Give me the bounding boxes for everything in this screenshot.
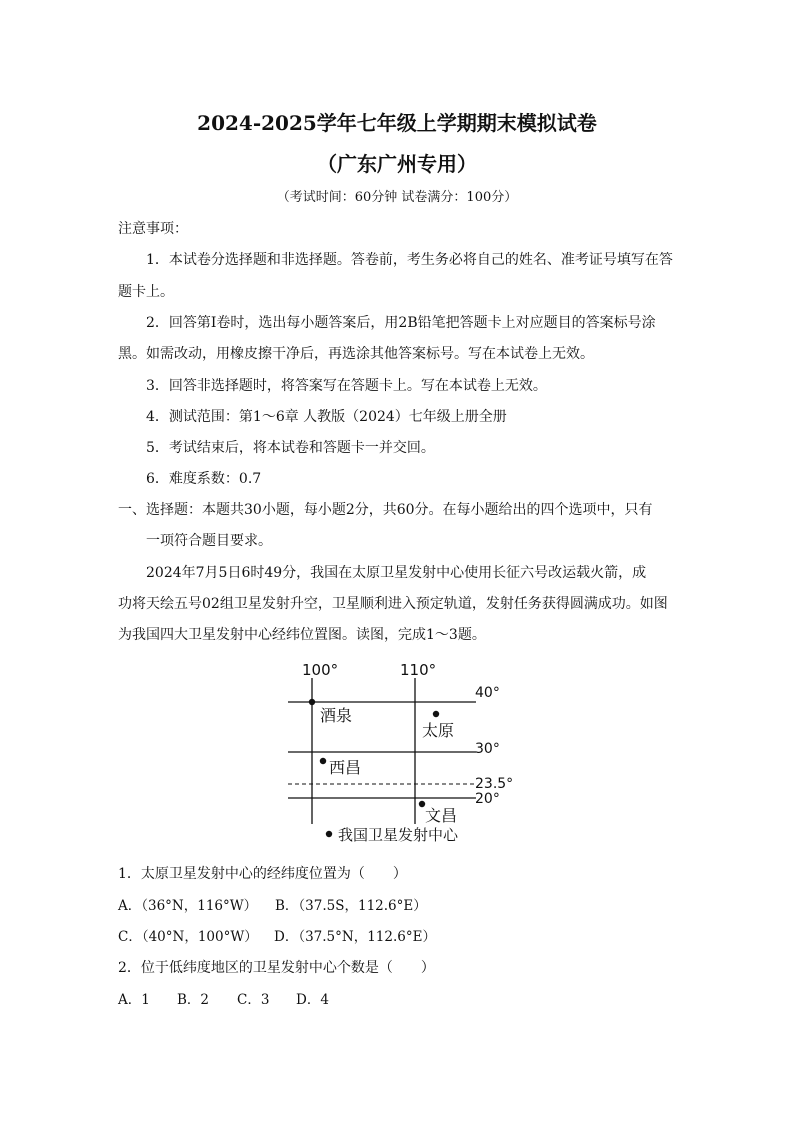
note-3: 3．回答非选择题时，将答案写在答题卡上。写在本试卷上无效。 — [146, 378, 547, 394]
note-6: 6．难度系数：0.7 — [146, 471, 262, 487]
note-2-line-1: 2．回答第Ⅰ卷时，选出每小题答案后，用2B铅笔把答题卡上对应题目的答案标号涂 — [146, 315, 656, 331]
q2-option-a[interactable]: A．1 — [118, 992, 150, 1008]
q2-option-c[interactable]: C．3 — [237, 992, 270, 1008]
section-heading-line-1: 一、选择题：本题共30小题，每小题2分，共60分。在每小题给出的四个选项中，只有 — [118, 502, 653, 518]
passage-line-3: 为我国四大卫星发射中心经纬位置图。读图，完成1～3题。 — [118, 627, 486, 643]
site-label-jiuquan: 酒泉 — [320, 706, 353, 725]
passage-line-2: 功将天绘五号02组卫星发射升空，卫星顺利进入预定轨道，发射任务获得圆满成功。如图 — [118, 596, 668, 612]
note-5: 5．考试结束后，将本试卷和答题卡一并交回。 — [146, 440, 435, 456]
note-1-line-1: 1．本试卷分选择题和非选择题。答卷前，考生务必将自己的姓名、准考证号填写在答 — [146, 252, 673, 268]
q1-option-a[interactable]: A．（36°N，116°W） — [118, 898, 258, 914]
question-1-stem: 1．太原卫星发射中心的经纬度位置为（ ） — [118, 866, 407, 882]
exam-info: （考试时间：60分钟 试卷满分：100分） — [276, 190, 518, 205]
legend-label: 我国卫星发射中心 — [338, 826, 459, 844]
lat-label-30: 30° — [475, 741, 500, 757]
q1-option-c[interactable]: C．（40°N，100°W） — [118, 929, 258, 945]
question-2-stem: 2．位于低纬度地区的卫星发射中心个数是（ ） — [118, 960, 435, 976]
note-1-line-2: 题卡上。 — [118, 284, 174, 300]
q2-option-d[interactable]: D．4 — [296, 992, 329, 1008]
legend-dot — [326, 831, 332, 837]
lat-label-20: 20° — [475, 791, 500, 807]
lat-label-40: 40° — [475, 685, 500, 701]
site-label-xichang: 西昌 — [329, 758, 362, 777]
note-2-line-2: 黑。如需改动，用橡皮擦干净后，再选涂其他答案标号。写在本试卷上无效。 — [118, 346, 594, 362]
lat-label-23-5: 23.5° — [475, 776, 514, 792]
note-4: 4．测试范围：第1～6章 人教版（2024）七年级上册全册 — [146, 409, 507, 425]
q1-option-b[interactable]: B．（37.5S，112.6°E） — [275, 898, 427, 914]
site-label-wenchang: 文昌 — [425, 806, 458, 825]
site-dot-jiuquan — [309, 699, 315, 705]
site-dot-taiyuan — [433, 711, 439, 717]
passage-line-1: 2024年7月5日6时49分，我国在太原卫星发射中心使用长征六号改运载火箭，成 — [146, 565, 647, 581]
lon-label-100: 100° — [302, 661, 339, 679]
q2-option-b[interactable]: B．2 — [177, 992, 210, 1008]
site-label-taiyuan: 太原 — [422, 721, 455, 740]
site-dot-xichang — [320, 758, 326, 764]
lon-label-110: 110° — [400, 661, 437, 679]
notes-heading: 注意事项： — [118, 221, 188, 237]
exam-title: 2024-2025学年七年级上学期期末模拟试卷 — [197, 111, 597, 135]
section-heading-line-2: 一项符合题目要求。 — [146, 533, 272, 549]
launch-center-map — [284, 656, 514, 848]
exam-subtitle: （广东广州专用） — [317, 152, 477, 176]
q1-option-d[interactable]: D．（37.5°N，112.6°E） — [274, 929, 436, 945]
